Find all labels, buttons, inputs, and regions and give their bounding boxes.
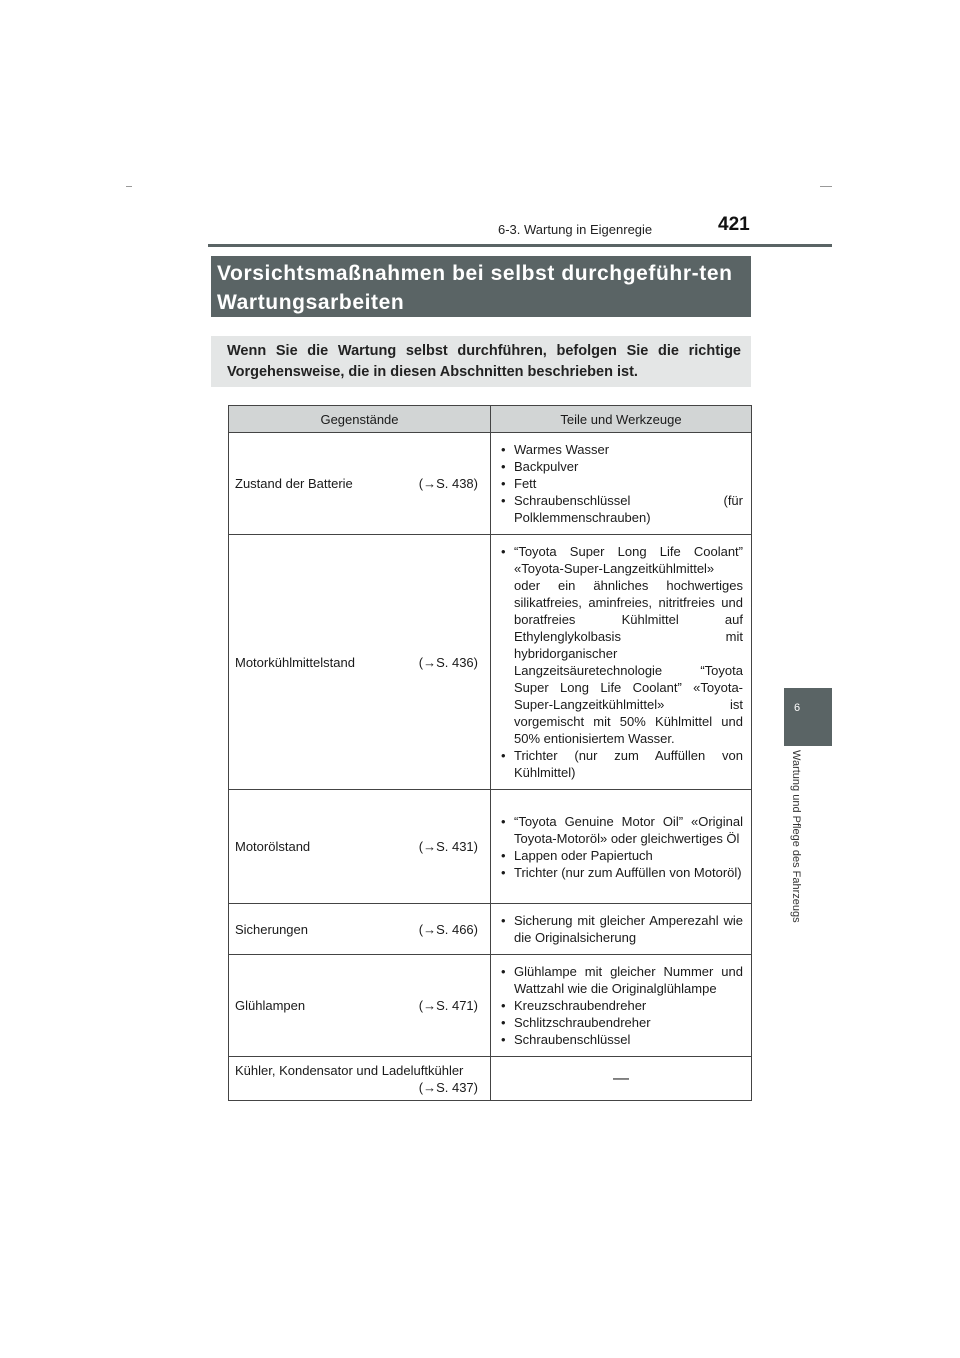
item-cell: [229, 1057, 491, 1101]
parts-table: [228, 405, 752, 1101]
intro-text: Wenn Sie die Wartung selbst durchführen, befolgen Sie die richtige Vorgehensweise, die in diesen Abschnitten beschrieben ist.: [211, 336, 751, 387]
crop-mark-left: [126, 186, 132, 187]
list-item: • Schraubenschlüssel: [499, 1031, 743, 1048]
list-item: • Backpulver: [499, 458, 743, 475]
list-item: • Glühlampe mit gleicher Nummer und Wattzahl wie die Originalglühlampe: [499, 963, 743, 997]
item-name: Glühlampen: [235, 998, 306, 1013]
tools-cell: [491, 433, 752, 535]
page-reference: (→S. 438): [418, 476, 478, 491]
chapter-title: Wartung und Pflege des Fahrzeugs: [790, 750, 802, 923]
item-name: Motorkühlmittelstand: [235, 654, 355, 670]
table-header-row: [229, 406, 752, 433]
item-name: Zustand der Batterie: [235, 476, 353, 491]
item-cell: [229, 904, 491, 955]
list-item: • Lappen oder Papiertuch: [499, 847, 743, 864]
list-item: • Trichter (nur zum Auffüllen von Kühlmittel): [499, 747, 743, 781]
page-reference: (→S. 436): [418, 654, 478, 670]
crop-mark-right: [820, 186, 832, 187]
table-row: [229, 790, 752, 904]
table-row: [229, 433, 752, 535]
page-reference: (→S. 466): [418, 921, 478, 937]
column-header-items: Gegenstände: [229, 406, 491, 433]
page-reference: (→S. 471): [418, 998, 478, 1013]
page-number: 421: [718, 214, 750, 235]
list-item: • Fett: [499, 475, 743, 492]
list-item: • Schlitzschraubendreher: [499, 1014, 743, 1031]
table-row: [229, 904, 752, 955]
item-cell: [229, 790, 491, 904]
tools-cell: [491, 535, 752, 790]
tools-cell-empty: —: [491, 1057, 752, 1101]
list-item: • Schraubenschlüssel (für Polklemmenschrauben): [499, 492, 743, 526]
list-item: • Sicherung mit gleicher Amperezahl wie die Originalsicherung: [499, 912, 743, 946]
list-item: • Warmes Wasser: [499, 441, 743, 458]
item-name: Sicherungen: [235, 921, 308, 937]
tools-cell: [491, 790, 752, 904]
item-name: Kühler, Kondensator und Ladeluftkühler: [235, 1062, 464, 1078]
chapter-tab: [784, 688, 832, 746]
header-divider: [208, 244, 832, 247]
list-item: • “Toyota Super Long Life Coolant” «Toyota-Super-Langzeitkühlmittel» oder ein ähnliches hochwertiges silikatfreies, aminfreies, nitritfreies und boratfreies Kühlmittel auf Ethylenglykolbasis mit hybridorganischer Langzeitsäuretechnologie “Toyota Super Long Life Coolant” «Toyota-Super-Langzeitkühlmittel» ist vorgemischt mit 50% Kühlmittel und 50% entionisiertem Wasser.: [499, 543, 743, 747]
item-name: Motorölstand: [235, 839, 311, 854]
page-reference: (→S. 437): [418, 1079, 478, 1095]
table-row: [229, 1057, 752, 1101]
table-row: [229, 955, 752, 1057]
item-cell: [229, 955, 491, 1057]
table-row: [229, 535, 752, 790]
column-header-tools: Teile und Werkzeuge: [491, 406, 752, 433]
list-item: • Trichter (nur zum Auffüllen von Motoröl): [499, 864, 743, 881]
section-breadcrumb: 6-3. Wartung in Eigenregie: [498, 222, 653, 237]
page-reference: (→S. 431): [418, 839, 478, 854]
list-item: • “Toyota Genuine Motor Oil” «Original Toyota-Motoröl» oder gleichwertiges Öl: [499, 813, 743, 847]
item-cell: [229, 535, 491, 790]
list-item: • Kreuzschraubendreher: [499, 997, 743, 1014]
tools-cell: [491, 955, 752, 1057]
tools-cell: [491, 904, 752, 955]
page-title: Vorsichtsmaßnahmen bei selbst durchgeführ-ten Wartungsarbeiten: [211, 256, 751, 317]
item-cell: [229, 433, 491, 535]
chapter-number: 6: [793, 702, 801, 714]
